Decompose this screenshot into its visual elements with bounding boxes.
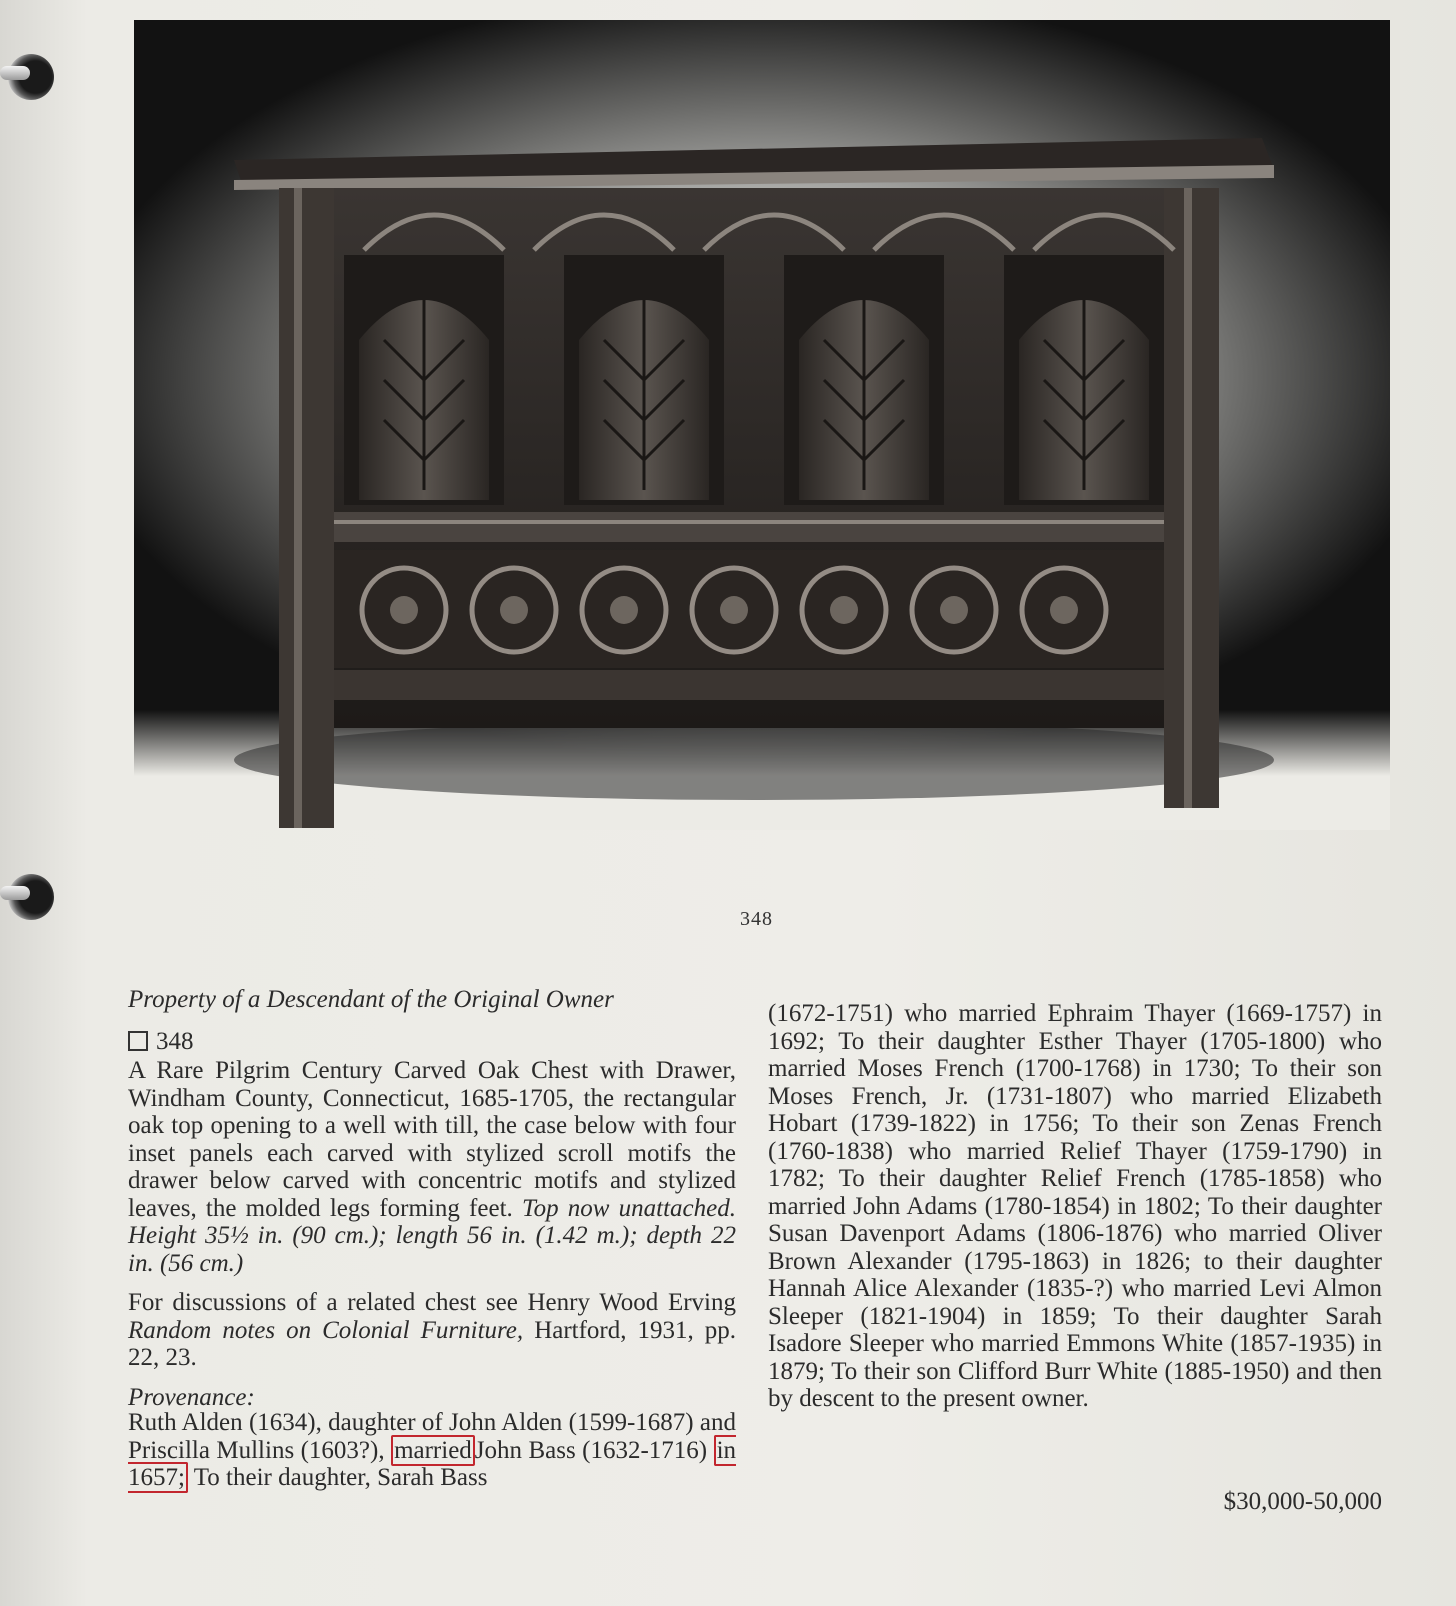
- annotation-box-married: married: [391, 1435, 475, 1466]
- estimate-price: $30,000-50,000: [1223, 1488, 1382, 1515]
- chest-photograph: [134, 20, 1390, 830]
- binder-ring-top: [0, 66, 30, 80]
- annotation-box-in-1657: in 1657;: [128, 1436, 737, 1491]
- provenance-part-1: Ruth Alden (1634), daughter of John Alden (1599-1687) and Priscilla Mullins (1603?),: [128, 1409, 736, 1464]
- right-column: [768, 1000, 1382, 1413]
- description-text: A Rare Pilgrim Century Carved Oak Chest with Drawer, Windham County, Connecticut, 1685-1705, the rectangular oak top opening to a well with till, the case below with four inset panels each carved with stylized scroll motifs the drawer below carved with concentric motifs and stylized leaves, the molded legs forming feet.: [128, 1057, 736, 1222]
- provenance-text: [128, 1409, 736, 1492]
- consignor-heading: Property of a Descendant of the Original Owner: [128, 986, 614, 1013]
- literature-text-after: Hartford, 1931, pp. 22, 23.: [128, 1316, 737, 1371]
- provenance-label: Provenance:: [128, 1383, 255, 1411]
- figure-number: 348: [740, 908, 773, 930]
- top-edge-text-fragment: [860, 0, 1100, 20]
- description-dimensions: Top now unattached. Height 35½ in. (90 cm.); length 56 in. (1.42 m.); depth 22 in. (56 cm.): [128, 1194, 736, 1277]
- provenance-part-2: John Bass (1632-1716): [474, 1436, 708, 1464]
- carved-oak-chest-illustration: [134, 20, 1390, 830]
- literature-text-before: For discussions of a related chest see Henry Wood Erving: [128, 1289, 736, 1316]
- provenance-continuation: (1672-1751) who married Ephraim Thayer (1669-1757) in 1692; To their daughter Esther Thayer (1705-1800) who married Moses French (1700-1768) in 1730; To their son Moses French, Jr. (1731-1807) who married Elizabeth Hobart (1739-1822) in 1756; To their son Zenas French (1760-1838) who married Relief Thayer (1759-1790) in 1782; To their daughter Relief French (1785-1858) who married John Adams (1780-1854) in 1802; To their daughter Susan Davenport Adams (1806-1876) who married Oliver Brown Alexander (1795-1863) in 1826; to their daughter Hannah Alice Alexander (1835-?) who married Levi Almon Sleeper (1821-1904) in 1859; To their daughter Sarah Isadore Sleeper who married Emmons White (1857-1935) in 1879; To their son Clifford Burr White (1885-1950) and then by descent to the present owner.: [768, 1000, 1382, 1412]
- bleed-through-text: [330, 880, 1280, 950]
- lot-checkbox-icon[interactable]: [128, 1031, 148, 1051]
- literature-title: Random notes on Colonial Furniture,: [128, 1316, 524, 1344]
- lot-line: [128, 1028, 736, 1056]
- lot-number: 348: [156, 1027, 194, 1055]
- binder-ring-bottom: [0, 886, 30, 900]
- lot-description: [128, 1057, 736, 1277]
- provenance-part-3: To their daughter, Sarah Bass: [193, 1464, 488, 1491]
- left-column: [128, 986, 736, 1492]
- literature-note: [128, 1289, 736, 1372]
